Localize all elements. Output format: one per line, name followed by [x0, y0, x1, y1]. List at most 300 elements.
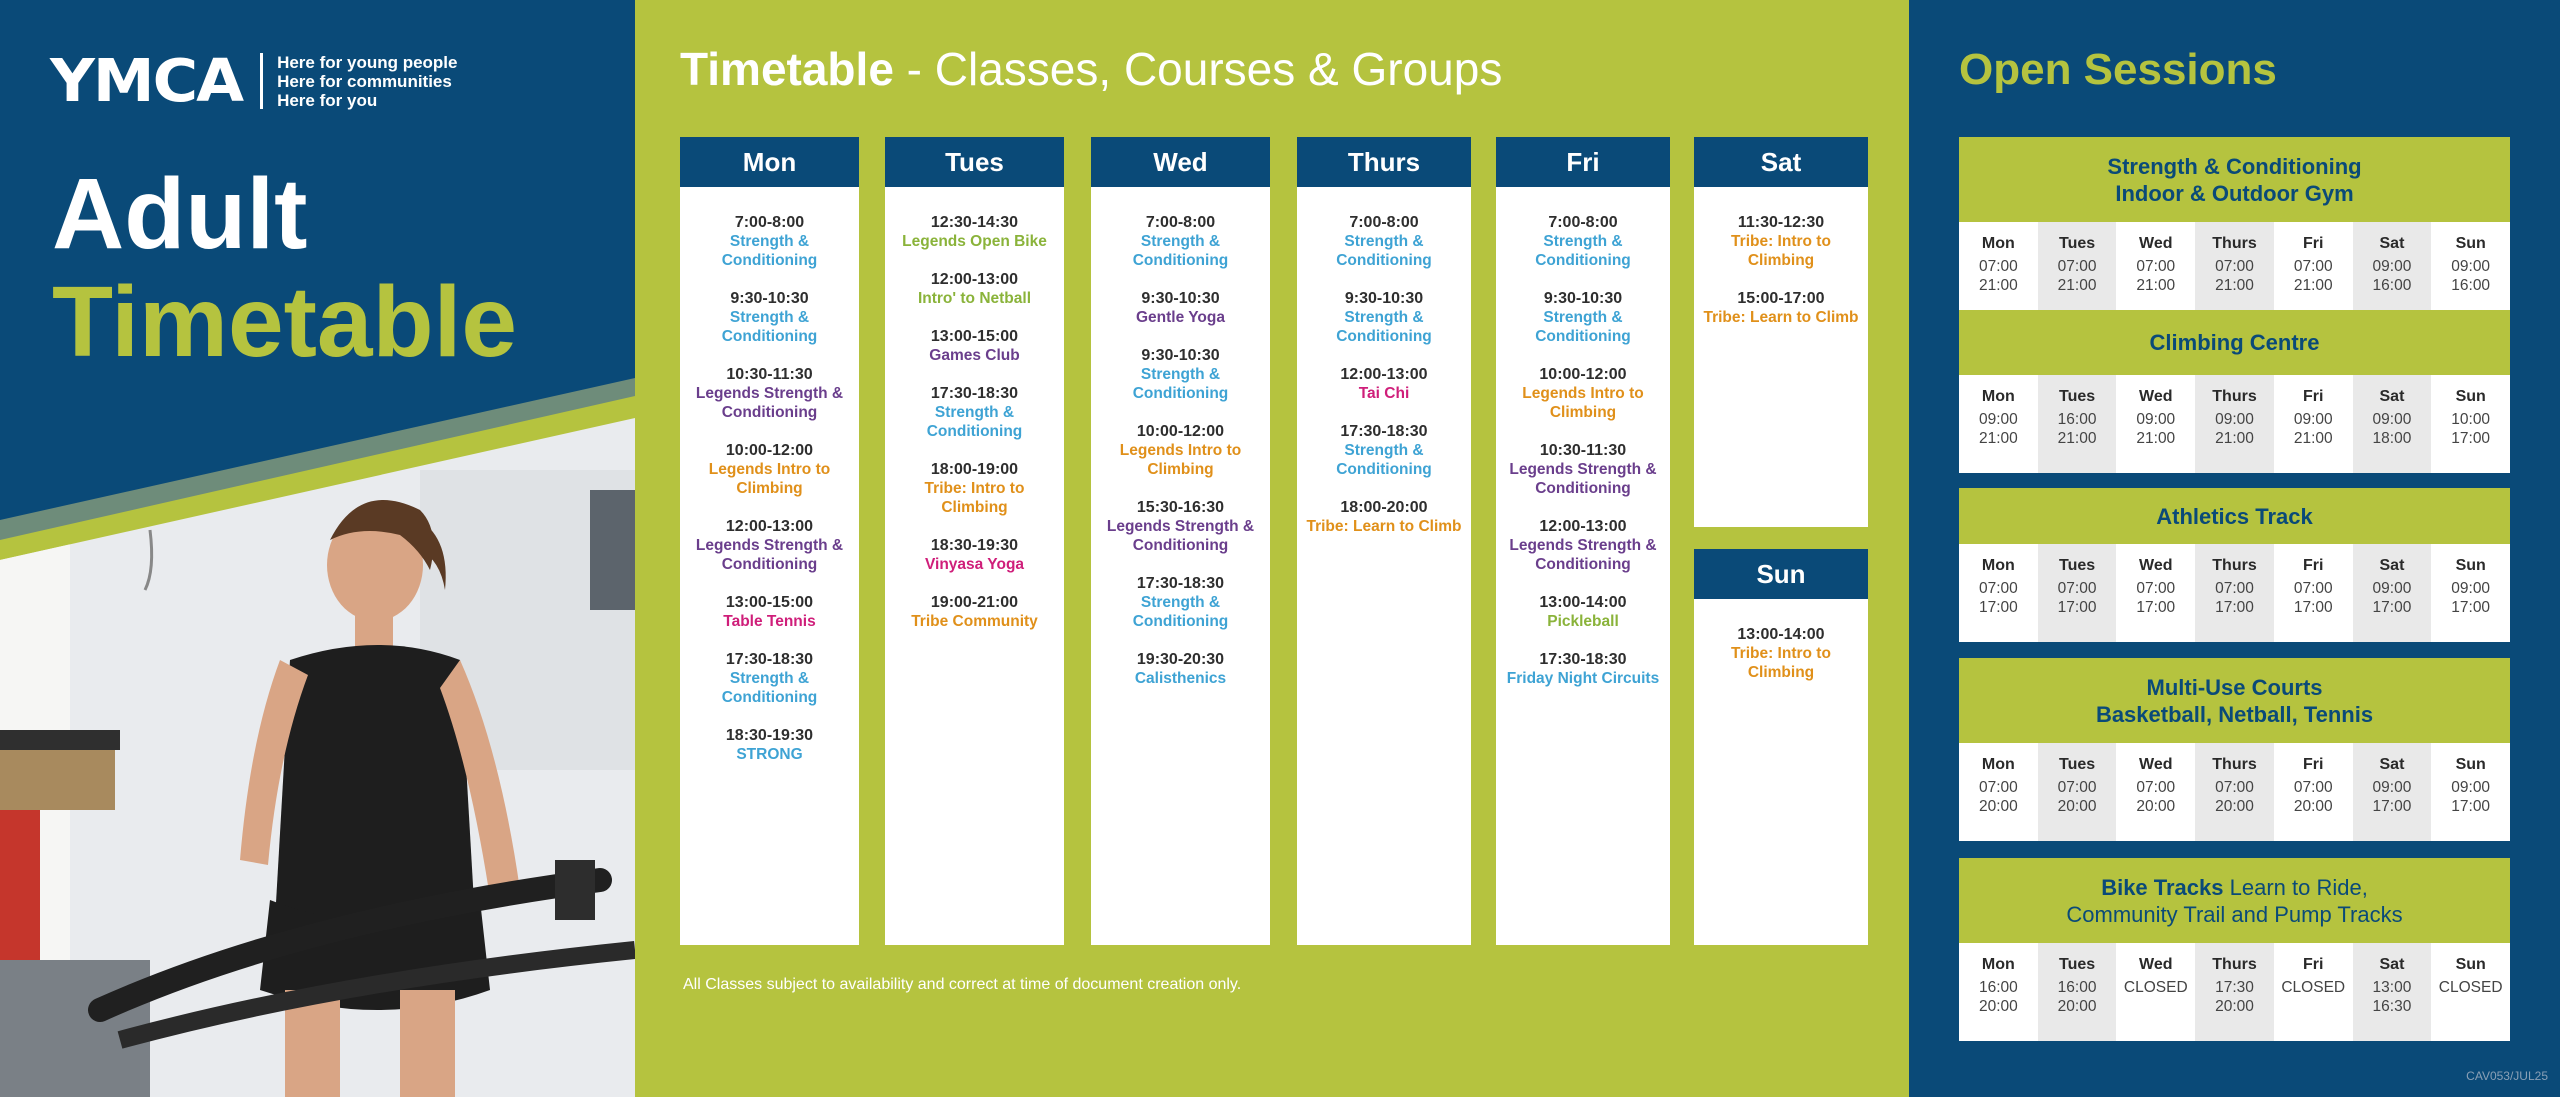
session-close-time: 21:00 — [2293, 277, 2333, 294]
brand-logo — [50, 45, 458, 116]
class-entry — [1091, 422, 1270, 479]
class-entry — [1091, 574, 1270, 631]
class-name: Tribe: Intro to Climbing — [1731, 645, 1831, 681]
session-open-time: 09:00 — [1978, 411, 2018, 428]
session-day-cell — [2431, 222, 2510, 320]
class-time: 18:30-19:30 — [725, 727, 814, 744]
session-day-cell — [2353, 943, 2432, 1041]
session-close-time: 17:00 — [2451, 798, 2491, 815]
session-title-bold: Athletics Track — [2156, 503, 2313, 529]
session-close-time: 20:00 — [2293, 798, 2333, 815]
class-name: Legends Strength & Conditioning — [695, 385, 844, 421]
class-entry — [1297, 422, 1471, 479]
class-entry — [1091, 346, 1270, 403]
left-panel — [0, 0, 635, 1097]
session-day-cell — [2038, 375, 2117, 473]
session-day-label: Thurs — [2212, 557, 2257, 574]
class-time: 11:30-12:30 — [1737, 214, 1825, 231]
session-day-cell — [2353, 222, 2432, 320]
day-column-sat — [1694, 137, 1868, 527]
class-name: Legends Intro to Climbing — [1119, 442, 1242, 478]
class-time: 7:00-8:00 — [734, 214, 805, 231]
class-time: 10:30-11:30 — [1539, 442, 1627, 459]
session-subtitle: Basketball, Netball, Tennis — [2095, 701, 2374, 727]
session-day-label: Wed — [2139, 956, 2173, 973]
session-day-cell — [2116, 943, 2195, 1041]
class-entry — [680, 650, 859, 707]
class-time: 13:00-15:00 — [930, 328, 1019, 345]
class-name: Games Club — [929, 347, 1020, 364]
session-open-time: 07:00 — [2057, 258, 2097, 275]
session-open-time: 07:00 — [1978, 779, 2018, 796]
session-open-time: 17:30 — [2215, 979, 2254, 996]
class-entry — [885, 536, 1064, 574]
session-day-cell — [2195, 743, 2274, 841]
session-day-cell — [2431, 375, 2510, 473]
class-name: Pickleball — [1547, 613, 1619, 630]
class-list — [680, 187, 859, 764]
session-subtitle: Community Trail and Pump Tracks — [2066, 901, 2403, 927]
day-column-mon — [680, 137, 859, 945]
session-close-time: 17:00 — [2136, 599, 2176, 616]
day-header: Wed — [1091, 137, 1270, 187]
class-name: Legends Open Bike — [902, 233, 1047, 250]
session-hours-grid — [1959, 544, 2510, 642]
session-title-light: Learn to Ride, — [2223, 874, 2368, 900]
session-title — [1959, 329, 2510, 356]
session-title — [1959, 153, 2510, 180]
class-name: Intro' to Netball — [917, 290, 1032, 307]
session-close-time: 17:00 — [2057, 599, 2097, 616]
session-header — [1959, 310, 2510, 375]
session-day-label: Thurs — [2212, 756, 2257, 773]
session-day-label: Sun — [2455, 235, 2486, 252]
session-day-cell — [1959, 375, 2038, 473]
class-time: 17:30-18:30 — [1136, 575, 1225, 592]
session-day-cell — [2431, 943, 2510, 1041]
class-entry — [1091, 213, 1270, 270]
class-entry — [680, 289, 859, 346]
class-name: Legends Strength & Conditioning — [1106, 518, 1255, 554]
class-time: 15:00-17:00 — [1737, 290, 1825, 307]
class-entry — [1496, 213, 1670, 270]
session-open-time: 07:00 — [2136, 779, 2176, 796]
session-open-time: CLOSED — [2281, 979, 2346, 996]
class-name: Legends Intro to Climbing — [708, 461, 831, 497]
session-day-label: Sun — [2455, 956, 2486, 973]
class-time: 10:00-12:00 — [1136, 423, 1225, 440]
class-list — [1091, 187, 1270, 688]
class-name: Strength & Conditioning — [1535, 309, 1631, 345]
hero-title-line1: Adult — [52, 158, 308, 270]
session-open-time: CLOSED — [2438, 979, 2503, 996]
class-entry — [680, 517, 859, 574]
session-close-time: 17:00 — [2215, 599, 2254, 616]
class-time: 18:00-19:00 — [930, 461, 1019, 478]
session-close-time: 21:00 — [2293, 430, 2333, 447]
session-close-time: 16:00 — [2451, 277, 2491, 294]
session-block — [1959, 658, 2510, 841]
session-day-cell — [2195, 943, 2274, 1041]
class-name: Gentle Yoga — [1135, 309, 1225, 326]
session-open-time: 07:00 — [2215, 779, 2254, 796]
class-entry — [1091, 650, 1270, 688]
session-day-cell — [2274, 544, 2353, 642]
class-time: 12:00-13:00 — [930, 271, 1019, 288]
session-close-time: 17:00 — [2372, 599, 2412, 616]
session-header — [1959, 488, 2510, 544]
session-day-label: Wed — [2139, 756, 2173, 773]
session-open-time: 07:00 — [2293, 779, 2333, 796]
session-day-cell — [1959, 743, 2038, 841]
session-close-time: 20:00 — [2215, 998, 2254, 1015]
open-sessions-title: Open Sessions — [1959, 45, 2277, 94]
session-block — [1959, 858, 2510, 1041]
class-name: Friday Night Circuits — [1506, 670, 1660, 687]
day-header: Sat — [1694, 137, 1868, 187]
session-close-time: 17:00 — [2451, 430, 2491, 447]
class-entry — [1297, 213, 1471, 270]
class-name: Legends Strength & Conditioning — [695, 537, 844, 573]
session-day-cell — [1959, 222, 2038, 320]
class-name: Strength & Conditioning — [1535, 233, 1631, 269]
session-open-time: 16:00 — [2057, 979, 2097, 996]
class-time: 9:30-10:30 — [1141, 347, 1220, 364]
session-day-label: Thurs — [2212, 956, 2257, 973]
class-time: 9:30-10:30 — [1141, 290, 1220, 307]
class-name: Strength & Conditioning — [1132, 366, 1229, 402]
session-title-bold: Multi-Use Courts — [2146, 674, 2323, 700]
session-day-label: Sat — [2379, 557, 2405, 574]
class-time: 10:00-12:00 — [725, 442, 814, 459]
session-day-label: Tues — [2059, 235, 2096, 252]
session-close-time: 18:00 — [2372, 430, 2412, 447]
session-close-time: 20:00 — [2215, 798, 2254, 815]
class-time: 17:30-18:30 — [725, 651, 814, 668]
session-day-label: Thurs — [2212, 388, 2257, 405]
session-close-time: 17:00 — [2293, 599, 2333, 616]
session-day-cell — [2038, 544, 2117, 642]
class-name: Calisthenics — [1134, 670, 1227, 687]
class-name: Legends Strength & Conditioning — [1509, 537, 1657, 573]
class-name: Tribe: Learn to Climb — [1703, 309, 1859, 326]
class-name: STRONG — [736, 746, 803, 763]
timetable-panel — [635, 0, 1909, 1097]
day-header: Thurs — [1297, 137, 1471, 187]
session-close-time: 17:00 — [2451, 599, 2491, 616]
session-open-time: 09:00 — [2372, 779, 2412, 796]
timetable-title-bold: Timetable — [680, 43, 894, 95]
class-entry — [680, 213, 859, 270]
session-close-time: 21:00 — [1978, 430, 2018, 447]
tagline-line: Here for you — [277, 90, 378, 110]
session-day-label: Fri — [2303, 235, 2324, 252]
class-name: Legends Strength & Conditioning — [1509, 461, 1657, 497]
session-day-cell — [2431, 544, 2510, 642]
session-close-time: 20:00 — [2136, 798, 2176, 815]
class-time: 17:30-18:30 — [1539, 651, 1627, 668]
session-hours-grid — [1959, 743, 2510, 841]
session-open-time: 09:00 — [2451, 258, 2491, 275]
session-close-time: 21:00 — [2057, 277, 2097, 294]
class-name: Strength & Conditioning — [926, 404, 1023, 440]
day-column-fri — [1496, 137, 1670, 945]
session-close-time: 20:00 — [2057, 798, 2097, 815]
class-name: Strength & Conditioning — [721, 309, 818, 345]
class-time: 12:00-13:00 — [1539, 518, 1627, 535]
session-day-cell — [2195, 375, 2274, 473]
class-time: 10:00-12:00 — [1539, 366, 1627, 383]
session-close-time: 16:00 — [2372, 277, 2412, 294]
timetable-title — [680, 44, 1502, 95]
session-subtitle: Indoor & Outdoor Gym — [2115, 180, 2354, 206]
class-name: Table Tennis — [723, 613, 816, 630]
session-open-time: 09:00 — [2293, 411, 2333, 428]
session-open-time: 09:00 — [2372, 258, 2412, 275]
class-entry — [1496, 289, 1670, 346]
session-day-label: Wed — [2139, 235, 2173, 252]
session-open-time: 07:00 — [2057, 779, 2097, 796]
session-day-label: Mon — [1981, 557, 2015, 574]
class-name: Legends Intro to Climbing — [1522, 385, 1644, 421]
class-entry — [1496, 593, 1670, 631]
session-close-time: 16:30 — [2372, 998, 2412, 1015]
day-column-tues — [885, 137, 1064, 945]
day-header: Sun — [1694, 549, 1868, 599]
day-header: Tues — [885, 137, 1064, 187]
session-close-time: 20:00 — [1978, 798, 2018, 815]
class-list — [1297, 187, 1471, 536]
class-time: 12:00-13:00 — [1340, 366, 1428, 383]
session-block — [1959, 137, 2510, 320]
class-entry — [885, 270, 1064, 308]
day-column-sun — [1694, 549, 1868, 945]
class-name: Strength & Conditioning — [1336, 233, 1432, 269]
class-entry — [1091, 498, 1270, 555]
class-time: 18:00-20:00 — [1340, 499, 1428, 516]
class-time: 7:00-8:00 — [1349, 214, 1419, 231]
class-entry — [885, 460, 1064, 517]
session-title-bold: Bike Tracks — [2101, 874, 2224, 900]
ymca-logo: YMCA — [50, 45, 243, 116]
session-day-label: Sat — [2379, 388, 2405, 405]
class-entry — [1496, 441, 1670, 498]
class-entry — [1496, 517, 1670, 574]
session-close-time: 21:00 — [2057, 430, 2097, 447]
class-time: 7:00-8:00 — [1548, 214, 1618, 231]
open-sessions-panel — [1909, 0, 2560, 1097]
class-time: 15:30-16:30 — [1136, 499, 1225, 516]
session-day-label: Mon — [1981, 956, 2015, 973]
timetable-title-rest: - Classes, Courses & Groups — [893, 43, 1503, 95]
class-name: Strength & Conditioning — [1336, 442, 1432, 478]
class-time: 13:00-14:00 — [1539, 594, 1627, 611]
class-time: 12:30-14:30 — [930, 214, 1019, 231]
session-open-time: 07:00 — [2136, 258, 2176, 275]
class-entry — [885, 593, 1064, 631]
class-entry — [1297, 498, 1471, 536]
class-name: Strength & Conditioning — [1132, 233, 1229, 269]
session-close-time: 17:00 — [2372, 798, 2412, 815]
session-day-cell — [1959, 943, 2038, 1041]
class-time: 19:30-20:30 — [1136, 651, 1225, 668]
session-day-label: Sun — [2455, 756, 2486, 773]
session-day-cell — [2038, 222, 2117, 320]
session-title — [1959, 874, 2510, 901]
session-day-cell — [2116, 375, 2195, 473]
session-day-label: Sat — [2379, 956, 2405, 973]
session-open-time: 10:00 — [2451, 411, 2491, 428]
session-day-label: Tues — [2059, 956, 2096, 973]
session-hours-grid — [1959, 375, 2510, 473]
session-day-label: Tues — [2059, 557, 2096, 574]
session-day-label: Fri — [2303, 388, 2324, 405]
session-close-time: 17:00 — [1978, 599, 2018, 616]
session-hours-grid — [1959, 222, 2510, 320]
class-list — [1694, 187, 1868, 327]
session-open-time: 09:00 — [2136, 411, 2176, 428]
session-hours-grid — [1959, 943, 2510, 1041]
class-name: Vinyasa Yoga — [924, 556, 1025, 573]
class-entry — [885, 213, 1064, 251]
class-entry — [1694, 289, 1868, 327]
session-close-time: 21:00 — [2136, 277, 2176, 294]
session-day-cell — [2353, 544, 2432, 642]
class-name: Strength & Conditioning — [721, 233, 818, 269]
class-entry — [1091, 289, 1270, 327]
session-open-time: CLOSED — [2123, 979, 2188, 996]
session-close-time: 21:00 — [2215, 430, 2254, 447]
session-block — [1959, 488, 2510, 642]
session-day-label: Fri — [2303, 756, 2324, 773]
session-day-cell — [2353, 375, 2432, 473]
session-day-label: Sat — [2379, 235, 2405, 252]
session-open-time: 16:00 — [2057, 411, 2097, 428]
session-day-cell — [2353, 743, 2432, 841]
class-entry — [1496, 365, 1670, 422]
session-day-label: Mon — [1981, 756, 2015, 773]
tagline-line: Here for communities — [277, 71, 452, 91]
session-title-bold: Climbing Centre — [2149, 330, 2320, 355]
session-day-cell — [2195, 222, 2274, 320]
logo-divider — [260, 53, 263, 109]
day-column-thurs — [1297, 137, 1471, 945]
class-name: Tribe Community — [911, 613, 1038, 630]
session-close-time: 21:00 — [2136, 430, 2176, 447]
session-open-time: 09:00 — [2372, 411, 2412, 428]
class-entry — [1694, 625, 1868, 682]
session-open-time: 07:00 — [1978, 580, 2018, 597]
class-time: 13:00-15:00 — [725, 594, 814, 611]
day-header: Mon — [680, 137, 859, 187]
class-time: 9:30-10:30 — [1344, 290, 1424, 307]
session-title-bold: Strength & Conditioning — [2107, 153, 2362, 179]
class-name: Strength & Conditioning — [1132, 594, 1229, 630]
session-title — [1959, 674, 2510, 701]
tagline-line: Here for young people — [277, 52, 458, 72]
session-day-cell — [2038, 743, 2117, 841]
session-day-label: Fri — [2303, 557, 2324, 574]
session-close-time: 21:00 — [2215, 277, 2254, 294]
session-day-cell — [2431, 743, 2510, 841]
session-header — [1959, 137, 2510, 222]
session-day-cell — [2274, 943, 2353, 1041]
class-time: 12:00-13:00 — [725, 518, 814, 535]
session-open-time: 16:00 — [1978, 979, 2018, 996]
hero-title-line2: Timetable — [52, 266, 517, 378]
class-entry — [680, 593, 859, 631]
session-open-time: 09:00 — [2451, 779, 2491, 796]
session-day-label: Fri — [2303, 956, 2324, 973]
session-block — [1959, 310, 2510, 473]
session-day-label: Mon — [1981, 388, 2015, 405]
class-time: 18:30-19:30 — [930, 537, 1019, 554]
session-day-label: Thurs — [2212, 235, 2257, 252]
class-name: Tribe: Intro to Climbing — [924, 480, 1025, 516]
class-name: Strength & Conditioning — [1336, 309, 1432, 345]
class-name: Tribe: Learn to Climb — [1306, 518, 1462, 535]
class-list — [885, 187, 1064, 631]
class-list — [1496, 187, 1670, 688]
session-close-time: 20:00 — [1978, 998, 2018, 1015]
session-open-time: 07:00 — [2293, 258, 2333, 275]
class-entry — [1694, 213, 1868, 270]
session-close-time: 21:00 — [1978, 277, 2018, 294]
session-day-label: Tues — [2059, 388, 2096, 405]
session-day-cell — [2274, 222, 2353, 320]
class-time: 9:30-10:30 — [730, 290, 809, 307]
class-entry — [1496, 650, 1670, 688]
class-time: 10:30-11:30 — [726, 366, 813, 383]
session-open-time: 07:00 — [2215, 258, 2254, 275]
session-open-time: 09:00 — [2215, 411, 2254, 428]
session-close-time: 20:00 — [2057, 998, 2097, 1015]
class-entry — [1297, 289, 1471, 346]
session-open-time: 09:00 — [2451, 580, 2491, 597]
session-day-cell — [2274, 743, 2353, 841]
session-day-label: Mon — [1981, 235, 2015, 252]
class-name: Tribe: Intro to Climbing — [1731, 233, 1831, 269]
day-header: Fri — [1496, 137, 1670, 187]
session-day-label: Sat — [2379, 756, 2405, 773]
session-open-time: 07:00 — [2215, 580, 2254, 597]
class-time: 13:00-14:00 — [1737, 626, 1825, 643]
document-reference: CAV053/JUL25 — [2466, 1069, 2548, 1083]
hero-title — [52, 160, 517, 376]
session-open-time: 07:00 — [2293, 580, 2333, 597]
session-header — [1959, 858, 2510, 943]
class-time: 17:30-18:30 — [930, 385, 1019, 402]
session-day-label: Sun — [2455, 388, 2486, 405]
session-day-cell — [2274, 375, 2353, 473]
class-entry — [1297, 365, 1471, 403]
class-entry — [680, 365, 859, 422]
class-time: 7:00-8:00 — [1145, 214, 1216, 231]
session-day-cell — [2116, 743, 2195, 841]
session-open-time: 13:00 — [2372, 979, 2412, 996]
session-day-label: Wed — [2139, 557, 2173, 574]
session-day-label: Sun — [2455, 557, 2486, 574]
session-day-label: Wed — [2139, 388, 2173, 405]
session-title — [1959, 503, 2510, 530]
session-open-time: 07:00 — [1978, 258, 2018, 275]
class-list — [1694, 599, 1868, 682]
session-open-time: 09:00 — [2372, 580, 2412, 597]
session-open-time: 07:00 — [2057, 580, 2097, 597]
class-entry — [885, 327, 1064, 365]
session-day-cell — [2038, 943, 2117, 1041]
session-day-cell — [2116, 544, 2195, 642]
